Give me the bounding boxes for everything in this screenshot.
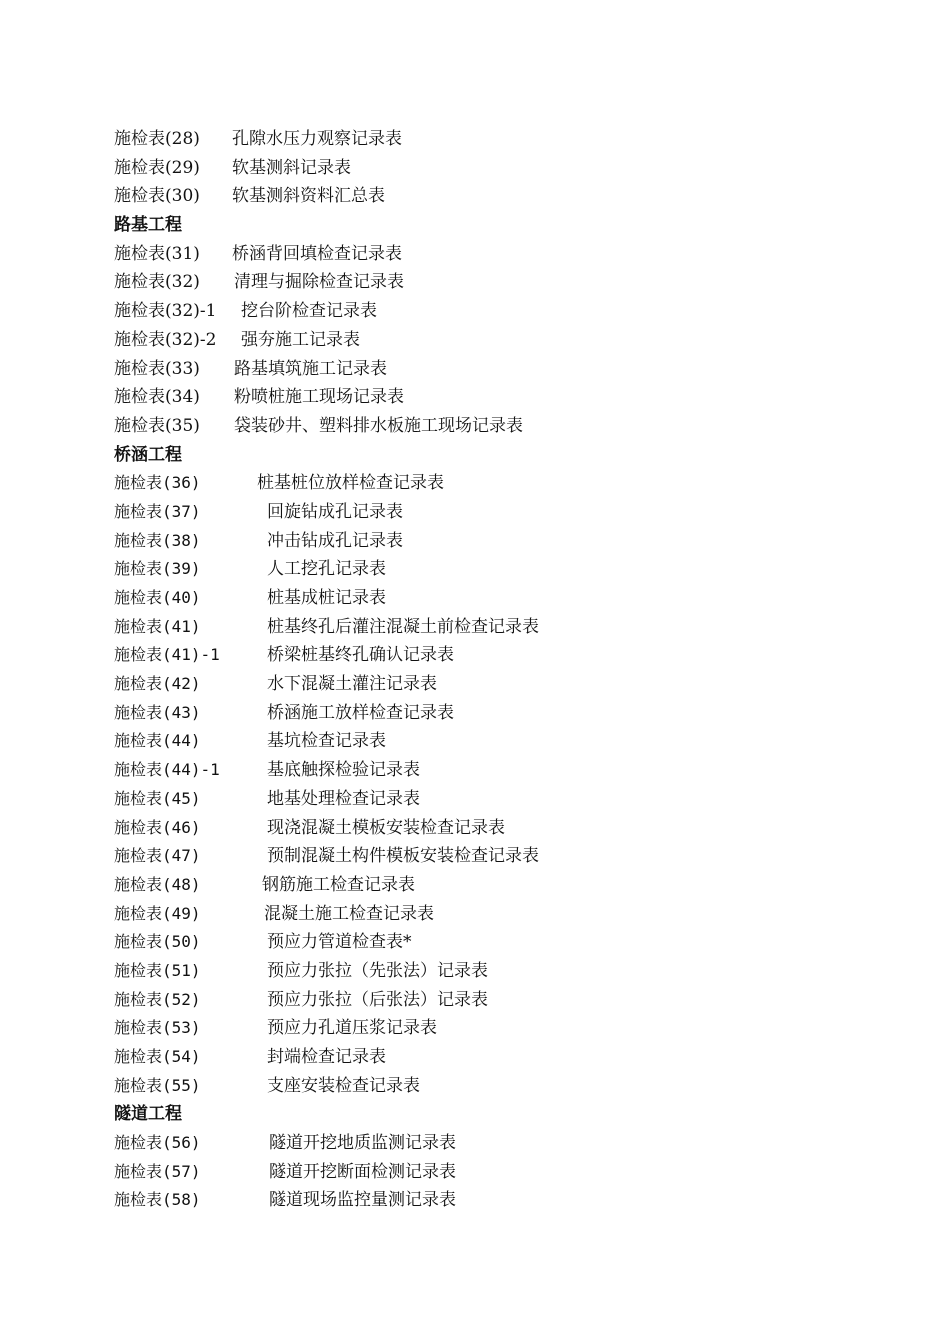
list-item (114, 125, 894, 154)
list-item (114, 268, 894, 297)
list-item (114, 469, 894, 498)
list-item (114, 957, 894, 986)
form-name: 基坑检查记录表 (267, 731, 386, 752)
list-item (114, 814, 894, 843)
list-item (114, 1014, 894, 1043)
form-code: 施检表(47) (114, 846, 201, 866)
form-code: 施检表(39) (114, 559, 201, 579)
list-item (114, 641, 894, 670)
form-code: 施检表(37) (114, 501, 201, 521)
form-code: 施检表(56) (114, 1133, 201, 1153)
form-code: 施检表(41)-1 (114, 645, 220, 665)
form-code: 施检表(41) (114, 616, 201, 636)
list-item (114, 1158, 894, 1187)
list-item (114, 1072, 894, 1101)
list-item (114, 928, 894, 957)
form-code: 施检表(57) (114, 1161, 201, 1181)
section-heading-subgrade: 路基工程 (114, 215, 182, 236)
form-name: 封端检查记录表 (267, 1047, 386, 1067)
form-name: 桥涵施工放样检查记录表 (267, 702, 454, 723)
form-name: 预应力张拉（后张法）记录表 (267, 989, 488, 1010)
form-name: 粉喷桩施工现场记录表 (234, 387, 404, 408)
form-code: 施检表(32)-1 (114, 301, 217, 322)
form-name: 袋装砂井、塑料排水板施工现场记录表 (234, 415, 523, 436)
form-name: 基底触探检验记录表 (267, 760, 420, 781)
form-code: 施检表(46) (114, 817, 201, 837)
form-code: 施检表(28) (114, 129, 200, 149)
list-item (114, 1129, 894, 1158)
list-item (114, 498, 894, 527)
form-name: 桥梁桩基终孔确认记录表 (267, 645, 454, 666)
list-item (114, 986, 894, 1015)
form-index-list (114, 125, 894, 1215)
list-item (114, 154, 894, 183)
form-name: 隧道开挖断面检测记录表 (269, 1161, 456, 1182)
form-name: 预应力管道检查表* (267, 932, 412, 953)
list-item (114, 527, 894, 556)
form-code: 施检表(55) (114, 1075, 201, 1095)
form-code: 施检表(44)-1 (114, 760, 220, 780)
form-name: 预制混凝土构件模板安装检查记录表 (267, 846, 539, 867)
list-item (114, 699, 894, 728)
form-code: 施检表(44) (114, 731, 201, 751)
list-item (114, 871, 894, 900)
list-item (114, 670, 894, 699)
list-item (114, 584, 894, 613)
form-code: 施检表(53) (114, 1018, 201, 1038)
form-code: 施检表(45) (114, 788, 201, 808)
form-code: 施检表(54) (114, 1047, 201, 1066)
form-name: 水下混凝土灌注记录表 (267, 674, 437, 695)
list-item (114, 555, 894, 584)
form-name: 桩基桩位放样检查记录表 (257, 473, 444, 494)
form-name: 孔隙水压力观察记录表 (232, 129, 402, 149)
form-name: 钢筋施工检查记录表 (262, 874, 415, 895)
form-name: 桩基成桩记录表 (267, 588, 386, 608)
form-code: 施检表(52) (114, 989, 201, 1009)
form-code: 施检表(31) (114, 243, 200, 264)
form-name: 混凝土施工检查记录表 (264, 903, 434, 924)
form-name: 桩基终孔后灌注混凝土前检查记录表 (267, 616, 539, 637)
form-code: 施检表(40) (114, 588, 201, 607)
form-code: 施检表(49) (114, 903, 201, 923)
form-name: 预应力孔道压浆记录表 (267, 1018, 437, 1039)
form-code: 施检表(51) (114, 960, 201, 980)
form-code: 施检表(29) (114, 157, 200, 178)
list-item (114, 1043, 894, 1072)
form-code: 施检表(42) (114, 674, 201, 694)
form-code: 施检表(35) (114, 415, 200, 436)
form-code: 施检表(33) (114, 358, 200, 379)
list-item (114, 182, 894, 211)
form-code: 施检表(32) (114, 272, 200, 293)
form-name: 支座安装检查记录表 (267, 1075, 420, 1096)
form-name: 软基测斜资料汇总表 (232, 186, 385, 207)
list-item (114, 355, 894, 384)
form-name: 挖台阶检查记录表 (241, 301, 377, 322)
form-name: 隧道现场监控量测记录表 (269, 1190, 456, 1211)
form-code: 施检表(50) (114, 932, 201, 952)
form-name: 地基处理检查记录表 (267, 788, 420, 809)
section-heading-tunnel: 隧道工程 (114, 1104, 182, 1125)
list-item (114, 326, 894, 355)
form-code: 施检表(43) (114, 702, 201, 722)
list-item (114, 297, 894, 326)
list-item (114, 727, 894, 756)
form-name: 回旋钻成孔记录表 (267, 501, 403, 522)
form-code: 施检表(58) (114, 1190, 201, 1210)
form-name: 人工挖孔记录表 (267, 559, 386, 580)
form-code: 施检表(30) (114, 186, 200, 207)
form-name: 软基测斜记录表 (232, 157, 351, 178)
list-item (114, 240, 894, 269)
form-code: 施检表(38) (114, 530, 201, 550)
section-heading-bridge: 桥涵工程 (114, 444, 182, 465)
form-name: 路基填筑施工记录表 (234, 358, 387, 379)
list-item (114, 842, 894, 871)
form-name: 冲击钻成孔记录表 (267, 530, 403, 551)
list-item (114, 785, 894, 814)
form-code: 施检表(36) (114, 473, 201, 493)
form-name: 清理与掘除检查记录表 (234, 272, 404, 293)
form-name: 隧道开挖地质监测记录表 (269, 1133, 456, 1154)
form-name: 桥涵背回填检查记录表 (232, 243, 402, 264)
form-name: 强夯施工记录表 (241, 329, 360, 350)
list-item (114, 383, 894, 412)
list-item (114, 412, 894, 441)
form-code: 施检表(32)-2 (114, 329, 217, 350)
form-name: 现浇混凝土模板安装检查记录表 (267, 817, 505, 838)
list-item (114, 900, 894, 929)
list-item (114, 613, 894, 642)
list-item (114, 1186, 894, 1215)
list-item (114, 756, 894, 785)
form-code: 施检表(34) (114, 387, 200, 408)
form-code: 施检表(48) (114, 874, 201, 894)
form-name: 预应力张拉（先张法）记录表 (267, 960, 488, 981)
